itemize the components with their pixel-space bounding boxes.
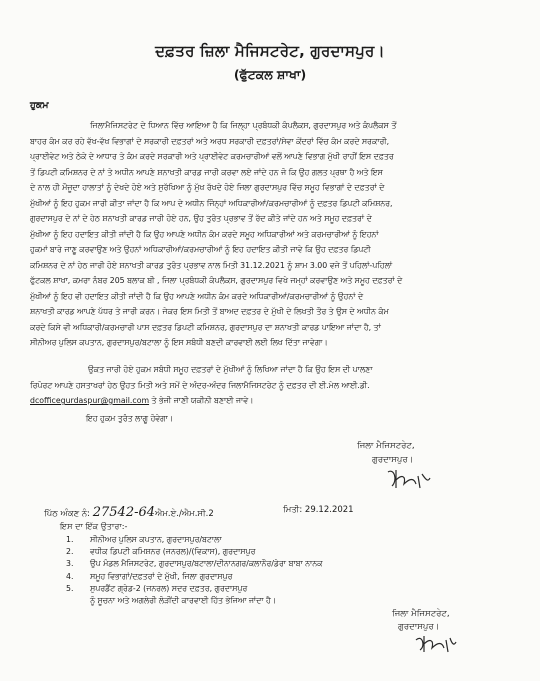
paragraph-line: ਫੁੱਟਕਲ ਸ਼ਾਖਾ, ਕਮਰਾ ਨੰਬਰ 205 ਬਲਾਕ ਬੀ , ਜਿਲਾ ਪ੍ਰਬੰਧਕੀ ਕੰਪਲੈਕਸ, ਗੁਰਦਾਸਪੁਰ ਵਿਖੇ ਜਮ੍ਹਾਂ ਕਰਵਾਉਣ ਅਤੇ ਸਮੂਹ ਦਫ਼ਤਰਾਂ ਦੇ <box>30 276 403 285</box>
paragraph-line: ਰਿਪੋਰਟ ਆਪਣੇ ਹਸਤਾਖਰਾਂ ਹੇਠ ਉਹਤ ਮਿਤੀ ਅਤੇ ਸਮੇਂ ਦੇ ਅੰਦਰ-ਅੰਦਰ ਜਿਲਾਮੈਜਿਸਟਰੇਟ ਨੂੰ ਦਫ਼ਤਰ ਦੀ ਈ.ਮੇਲ ਆਈ.ਡੀ. <box>30 380 370 390</box>
list-item: ਨੂੰ ਸੂਚਨਾ ਅਤੇ ਅਗਲੇਰੀ ਲੋੜੀਂਦੀ ਕਾਰਵਾਈ ਹਿੱਤ ਭੇਜਿਆ ਜਾਂਦਾ ਹੈ। <box>90 596 277 606</box>
paragraph-line: ਪ੍ਰਾਈਵੇਟ ਅਤੇ ਠੇਕੇ ਦੇ ਆਧਾਰ ਤੇ ਕੰਮ ਕਰਦੇ ਸਰਕਾਰੀ ਅਤੇ ਪ੍ਰਾਈਵੇਟ ਕਰਮਚਾਰੀਆਂ ਵਲੋਂ ਆਪਣੇ ਵਿਭਾਗ ਮੁੱਖੀ ਰਾਹੀਂ ਇਸ ਦਫ਼ਤਰ <box>30 152 394 161</box>
email-line <box>30 393 516 409</box>
endorsement-date <box>283 505 354 515</box>
list-item: 1. ਸੀਨੀਅਰ ਪੁਲਿਸ ਕਪਤਾਨ, ਗੁਰਦਾਸਪੁਰ/ਬਟਾਲਾ <box>66 535 222 544</box>
list-item: 5. ਸੁਪਰਡੈਂਟ ਗ੍ਰੇਡ-2 (ਜਨਰਲ) ਸਦਰ ਦਫ਼ਤਰ, ਗੁਰਦਾਸਪੁਰ <box>66 583 248 593</box>
paragraph-line: ਗੁਰਦਾਸਪੁਰ ਦੇ ਨਾਂ ਦੇ ਹੇਠ ਸ਼ਨਾਖਤੀ ਕਾਰਡ ਜਾਰੀ ਹੋਏ ਹਨ, ਉਹ ਤੁਰੰਤ ਪ੍ਰਭਾਵ ਤੋਂ ਰੱਦ ਕੀਤੇ ਜਾਂਦੇ ਹਨ ਅਤੇ ਸਮੂਹ ਦਫ਼ਤਰਾਂ ਦੇ <box>30 214 372 223</box>
paragraph-line: ਕਰਦੇ ਕਿਸੇ ਵੀ ਅਧਿਕਾਰੀ/ਕਰਮਚਾਰੀ ਪਾਸ ਦਫ਼ਤਰ ਡਿਪਟੀ ਕਮਿਸ਼ਨਰ, ਗੁਰਦਾਸਪੁਰ ਦਾ ਸ਼ਨਾਖਤੀ ਕਾਰਡ ਪਾਇਆ ਜਾਂਦਾ ਹੈ, ਤਾਂ <box>30 322 381 332</box>
paragraph-line: ਬਾਹਰ ਕੰਮ ਕਰ ਰਹੇ ਵੱਖ-ਵੱਖ ਵਿਭਾਗਾਂ ਦੇ ਸਰਕਾਰੀ ਦਫ਼ਤਰਾਂ ਅਤੇ ਅਰਧ ਸਰਕਾਰੀ ਦਫ਼ਤਰਾਂ/ਸੇਵਾ ਕੇਂਦਰਾਂ ਵਿੱਚ ਕੰਮ ਕਰਦੇ ਸਰਕਾਰੀ, <box>30 136 390 146</box>
order-label: ਹੁਕਮ <box>30 100 49 111</box>
reference-suffix: ਐਮ.ਏ./ਐਮ.ਸੀ.2 <box>155 509 214 519</box>
date-label: ਮਿਤੀ: <box>283 505 303 515</box>
signature-scribble-icon <box>412 632 458 658</box>
signatory-designation: ਜਿਲਾ ਮੈਜਿਸਟਰੇਟ, <box>357 441 415 451</box>
endorsement-reference <box>44 505 214 520</box>
paragraph-line: ਕਮਿਸ਼ਨਰ ਦੇ ਨਾਂ ਹੇਠ ਜਾਰੀ ਹੋਏ ਸ਼ਨਾਖਤੀ ਕਾਰਡ ਤੁਰੰਤ ਪ੍ਰਭਾਵ ਨਾਲ ਮਿਤੀ 31.12.2021 ਨੂੰ ਸ਼ਾਮ 3.00 ਵਜੇ ਤੋਂ ਪਹਿਲਾਂ-ਪਹਿਲਾਂ <box>30 260 393 270</box>
paragraph-line: ਦੇ ਨਾਲ ਹੀ ਮੌਜੂਦਾ ਹਾਲਾਤਾਂ ਨੂੰ ਦੇਖਦੇ ਹੋਏ ਅਤੇ ਸੁਰੱਖਿਆ ਨੂੰ ਮੁੱਖ ਰੱਖਦੇ ਹੋਏ ਜਿਲਾ ਗੁਰਦਾਸਪੁਰ ਵਿੱਚ ਸਮੂਹ ਵਿਭਾਗਾਂ ਦੇ ਦਫ਼ਤਰਾਂ ਦੇ <box>30 183 385 192</box>
list-item: 4. ਸਮੂਹ ਵਿਭਾਗਾਂ/ਦਫ਼ਤਰਾਂ ਦੇ ਮੁੱਖੀ, ਜਿਲਾ ਗੁਰਦਾਸਪੁਰ <box>66 571 233 581</box>
office-title: ਦਫ਼ਤਰ ਜ਼ਿਲਾ ਮੈਜਿਸਟਰੇਟ, ਗੁਰਦਾਸਪੁਰ। <box>155 42 385 60</box>
signatory-location: ਗੁਰਦਾਸਪੁਰ। <box>372 455 414 465</box>
paragraph-line: ਹੁਕਮਾਂ ਬਾਰੇ ਜਾਣੂ ਕਰਵਾਉਣ ਅਤੇ ਉਹਨਾਂ ਅਧਿਕਾਰੀਆਂ/ਕਰਮਚਾਰੀਆਂ ਨੂੰ ਇਹ ਹਦਾਇਤ ਕੀਤੀ ਜਾਵੇ ਕਿ ਉਹ ਦਫ਼ਤਰ ਡਿਪਟੀ <box>30 245 371 254</box>
branch-subtitle: (ਫੁੱਟਕਲ ਸ਼ਾਖਾ) <box>233 67 307 82</box>
reference-number: 27542-64 <box>92 505 156 520</box>
paragraph-line: ਜਿਲਾਮੈਜਿਸਟਰੇਟ ਦੇ ਧਿਆਨ ਵਿੱਚ ਆਇਆ ਹੈ ਕਿ ਜਿਲ੍ਹਾ ਪ੍ਰਬੰਧਕੀ ਕੰਪਲੈਕਸ, ਗੁਰਦਾਸਪੁਰ ਅਤੇ ਕੰਪਲੈਕਸ ਤੋਂ <box>90 121 397 130</box>
order-paragraph-2 <box>30 362 516 409</box>
copy-heading: ਇਸ ਦਾ ਇੱਕ ਉਤਾਰਾ:- <box>60 521 128 531</box>
paragraph-line: ਮੁੱਖੀਆ ਨੂੰ ਇਹ ਹਦਾਇਤ ਕੀਤੀ ਜਾਂਦੀ ਹੈ ਕਿ ਉਹ ਆਪਣੇ ਅਧੀਨ ਕੰਮ ਕਰਦੇ ਸਮੂਹ ਅਧਿਕਾਰੀਆਂ ਅਤੇ ਕਰਮਚਾਰੀਆਂ ਨੂੰ ਇਹਨਾਂ <box>30 229 379 239</box>
order-paragraph-1 <box>30 118 516 351</box>
list-item: 3. ਉਪ ਮੰਡਲ ਮੈਜਿਸਟਰੇਟ, ਗੁਰਦਾਸਪੁਰ/ਬਟਾਲਾ/ਦੀਨਾਨਗਰ/ਕਲਾਨੌਰ/ਡੇਰਾ ਬਾਬਾ ਨਾਨਕ <box>66 559 323 569</box>
paragraph-line: ਸੀਨੀਅਰ ਪੁਲਿਸ ਕਪਤਾਨ, ਗੁਰਦਾਸਪੁਰ/ਬਟਾਲਾ ਨੂੰ ਇਸ ਸਬੰਧੀ ਬਣਦੀ ਕਾਰਵਾਈ ਲਈ ਲਿਖ ਦਿੱਤਾ ਜਾਵੇਗਾ। <box>30 338 328 347</box>
email-suffix: ਤੇ ਭੇਜੀ ਜਾਣੀ ਯਕੀਨੀ ਬਣਾਈ ਜਾਵੇ। <box>149 396 254 405</box>
paragraph-line: ਤੋਂ ਡਿਪਟੀ ਕਮਿਸ਼ਨਰ ਦੇ ਨਾਂ ਤੇ ਅਧੀਨ ਆਪਣੇ ਸ਼ਨਾਖਤੀ ਕਾਰਡ ਜਾਰੀ ਕਰਵਾ ਲਏ ਜਾਂਦੇ ਹਨ ਜੋ ਕਿ ਉਹ ਗਲਤ ਪ੍ਰਥਾ ਹੈ ਅਤੇ ਇਸ <box>30 167 383 177</box>
date-value: 29.12.2021 <box>304 505 354 515</box>
closing-line: ਇਹ ਹੁਕਮ ਤੁਰੰਤ ਲਾਗੂ ਹੋਵੇਗਾ। <box>86 414 174 423</box>
paragraph-line: ਉਕਤ ਜਾਰੀ ਹੋਏ ਹੁਕਮ ਸਬੰਧੀ ਸਮੂਹ ਦਫ਼ਤਰਾਂ ਦੇ ਮੁੱਖੀਆਂ ਨੂੰ ਲਿਖਿਆ ਜਾਂਦਾ ਹੈ ਕਿ ਉਹ ਇਸ ਦੀ ਪਾਲਣਾ <box>88 365 373 374</box>
signatory-location: ਗੁਰਦਾਸਪੁਰ। <box>398 622 440 632</box>
reference-prefix: ਪਿੱਠ ਅੰਕਣ ਨੰ: <box>44 509 91 519</box>
signature-scribble-icon <box>384 466 434 494</box>
paragraph-line: ਸ਼ਨਾਖਤੀ ਕਾਰਡ ਆਪਣੇ ਪੱਧਰ ਤੇ ਜਾਰੀ ਕਰਨ। ਜੇਕਰ ਇਸ ਮਿਤੀ ਤੋਂ ਬਾਅਦ ਦਫ਼ਤਰ ਦੇ ਮੁੱਖੀ ਦੇ ਲਿਖਤੀ ਤੌਰ ਤੇ ਉਸ ਦੇ ਅਧੀਨ ਕੰਮ <box>30 307 389 316</box>
paragraph-line: ਮੁੱਖੀਆਂ ਨੂੰ ਇਹ ਵੀ ਹਦਾਇਤ ਕੀਤੀ ਜਾਂਦੀ ਹੈ ਕਿ ਉਹ ਆਪਣੇ ਅਧੀਨ ਕੰਮ ਕਰਦੇ ਅਧਿਕਾਰੀਆਂ/ਕਰਮਚਾਰੀਆਂ ਨੂੰ ਉਹਨਾਂ ਦੇ <box>30 291 364 301</box>
copy-recipient-list <box>66 534 322 607</box>
signatory-designation: ਜਿਲਾ ਮੈਜਿਸਟਰੇਟ, <box>392 609 450 619</box>
paragraph-line: ਮੁੱਖੀਆਂ ਨੂੰ ਇਹ ਹੁਕਮ ਜਾਰੀ ਕੀਤਾ ਜਾਂਦਾ ਹੈ ਕਿ ਆਪ ਦੇ ਅਧੀਨ ਜਿੰਨ੍ਹਾਂ ਅਧਿਕਾਰੀਆਂ/ਕਰਮਚਾਰੀਆਂ ਨੂੰ ਦਫ਼ਤਰ ਡਿਪਟੀ ਕਮਿਸ਼ਨਰ, <box>30 198 393 208</box>
list-item: 2. ਵਧੀਕ ਡਿਪਟੀ ਕਮਿਸ਼ਨਰ (ਜਨਰਲ)/(ਵਿਕਾਸ), ਗੁਰਦਾਸਪੁਰ <box>66 547 256 557</box>
email-link[interactable]: dcofficegurdaspur@gmail.com <box>30 396 150 405</box>
